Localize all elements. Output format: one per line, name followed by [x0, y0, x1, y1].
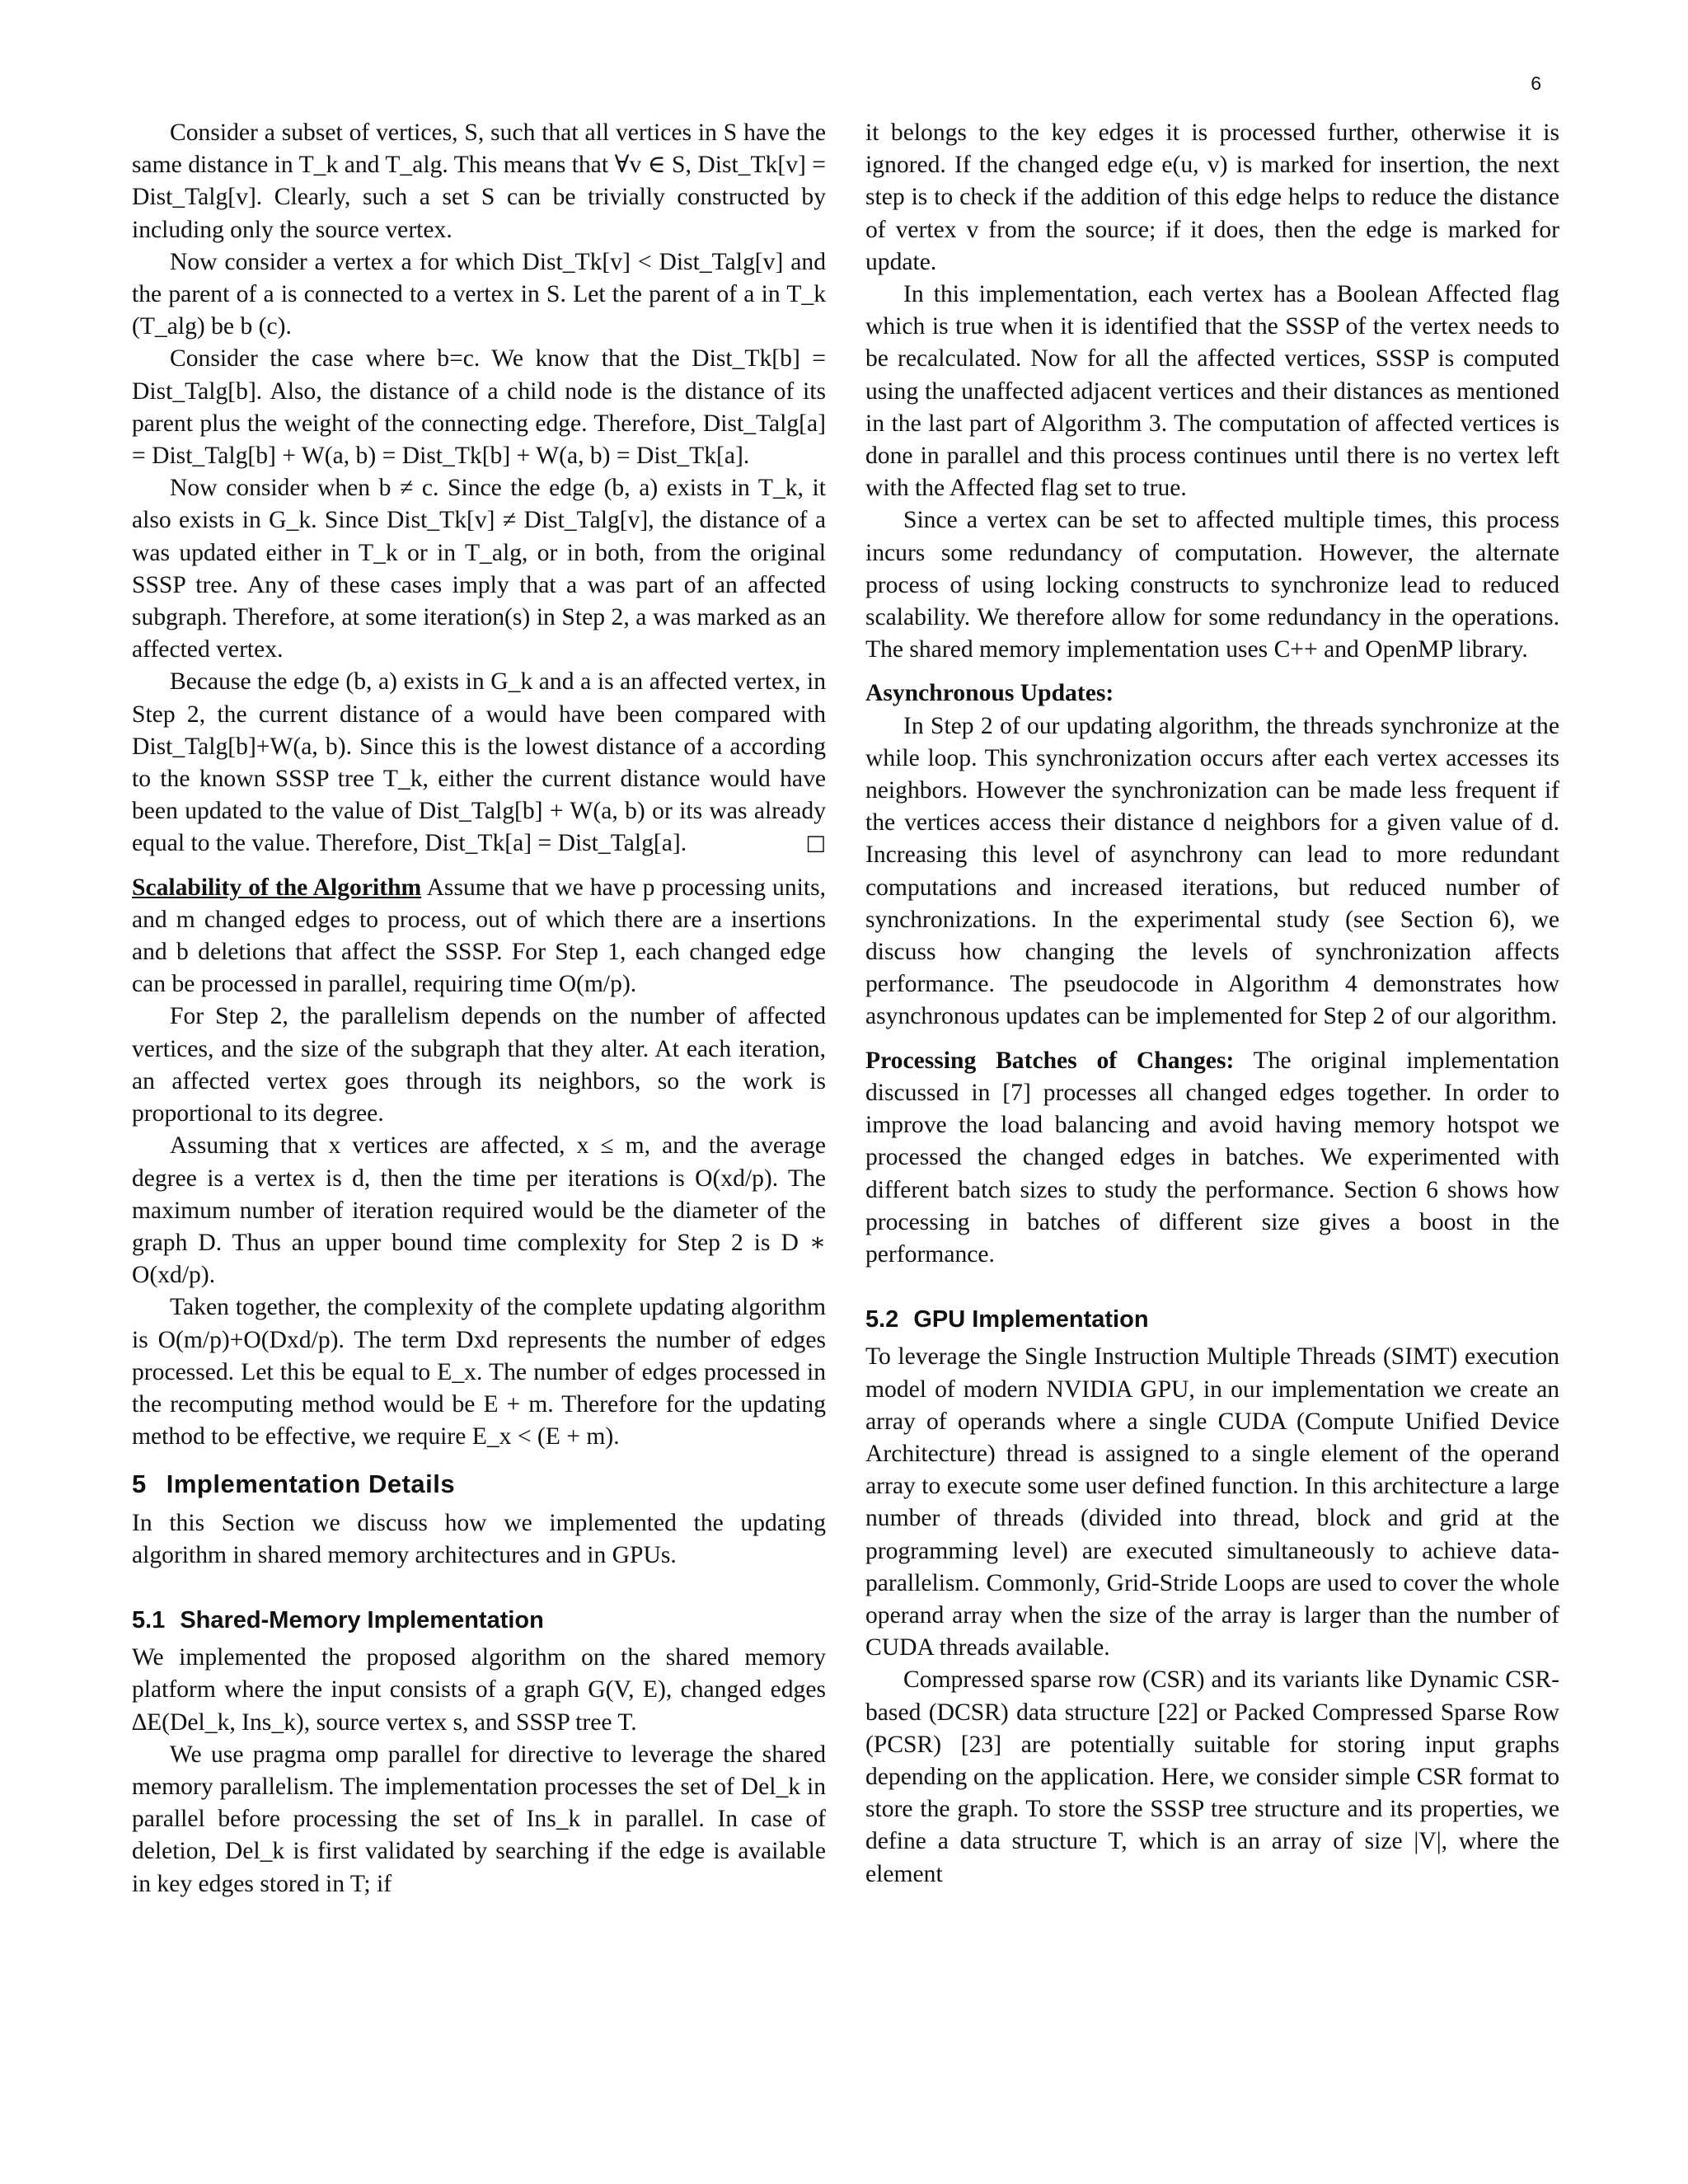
paragraph: [865, 1045, 1559, 1271]
proof-text: Because the edge (b, a) exists in G_k and a is an affected vertex, in Step 2, the current distance of a would have been compared with Dist_Talg[b]+W(a, b). Since this is the lowest distance of a according to the known SSSP tree T_k, either the current distance would have been updated to the value of Dist_Talg[b] + W(a, b) or its was already equal to the value. Therefore, Dist_Tk[a] = Dist_Talg[a].: [132, 668, 826, 857]
paragraph: To leverage the Single Instruction Multiple Threads (SIMT) execution model of modern NVIDIA GPU, in our implementation we create an array of operands where a single CUDA (Compute Unified Device Architecture) thread is assigned to a single element of the operand array to execute some user defined function. In this architecture a large number of threads (divided into thread, block and grid at the programming level) are executed simultaneously to achieve data-parallelism. Commonly, Grid-Stride Loops are used to cover the whole operand array when the size of the array is larger than the number of CUDA threads available.: [865, 1343, 1559, 1661]
section-heading-5-2: [865, 1304, 1559, 1336]
paragraph: Assuming that x vertices are affected, x ≤ m, and the average degree is a vertex is d, then the time per iterations is O(xd/p). The maximum number of iteration required would be the diameter of the graph D. Thus an upper bound time complexity for Step 2 is D ∗ O(xd/p).: [132, 1132, 826, 1289]
paragraph: Now consider when b ≠ c. Since the edge (b, a) exists in T_k, it also exists in G_k. Since Dist_Tk[v] ≠ Dist_Talg[v], the distance of a was updated either in T_k or in T_alg, or in both, from the original SSSP tree. Any of these cases imply that a was part of an affected subgraph. Therefore, at some iteration(s) in Step 2, a was marked as an affected vertex.: [132, 475, 826, 663]
left-column: [132, 117, 826, 1900]
paragraph: For Step 2, the parallelism depends on the number of affected vertices, and the size of the subgraph that they alter. At each iteration, an affected vertex goes through its neighbors, so the work is proportional to its degree.: [132, 1003, 826, 1127]
async-heading: Asynchronous Updates:: [865, 680, 1114, 707]
section-number: 5.1: [132, 1606, 166, 1633]
paragraph: Now consider a vertex a for which Dist_Tk[v] < Dist_Talg[v] and the parent of a is connected to a vertex in S. Let the parent of a in T_k (T_alg) be b (c).: [132, 248, 826, 340]
section-title: GPU Implementation: [913, 1306, 1149, 1333]
paragraph: Taken together, the complexity of the complete updating algorithm is O(m/p)+O(Dxd/p). The term Dxd represents the number of edges processed. Let this be equal to E_x. The number of edges processed in the recomputing method would be E + m. Therefore for the updating method to be effective, we require E_x < (E + m).: [132, 1294, 826, 1451]
paragraph: Consider a subset of vertices, S, such that all vertices in S have the same distance in T_k and T_alg. This means that ∀v ∈ S, Dist_Tk[v] = Dist_Talg[v]. Clearly, such a set S can be trivially constructed by including only the source vertex.: [132, 120, 826, 243]
paragraph: In this Section we discuss how we implemented the updating algorithm in shared memory architectures and in GPUs.: [132, 1509, 826, 1568]
paragraph: Since a vertex can be set to affected multiple times, this process incurs some redundancy of computation. However, the alternate process of using locking constructs to synchronize lead to reduced scalability. We therefore allow for some redundancy in the operations. The shared memory implementation uses C++ and OpenMP library.: [865, 507, 1559, 663]
paragraph: In Step 2 of our updating algorithm, the threads synchronize at the while loop. This synchronization occurs after each vertex accesses its neighbors. However the synchronization can be made less frequent if the vertices access their distance d neighbors for a given value of d. Increasing this level of asynchrony can lead to more redundant computations and increased iterations, but reduced number of synchronizations. In the experimental study (see Section 6), we discuss how changing the levels of synchronization affects performance. The pseudocode in Algorithm 4 demonstrates how asynchronous updates can be implemented for Step 2 of our algorithm.: [865, 712, 1559, 1030]
section-number: 5: [132, 1469, 147, 1499]
paragraph: Consider the case where b=c. We know that the Dist_Tk[b] = Dist_Talg[b]. Also, the distance of a child node is the distance of its parent plus the weight of the connecting edge. Therefore, Dist_Talg[a] = Dist_Talg[b] + W(a, b) = Dist_Tk[b] + W(a, b) = Dist_Tk[a].: [132, 345, 826, 470]
paragraph: We implemented the proposed algorithm on the shared memory platform where the input consists of a graph G(V, E), changed edges ∆E(Del_k, Ins_k), source vertex s, and SSSP tree T.: [132, 1644, 826, 1736]
right-column: [865, 117, 1559, 1891]
paragraph: In this implementation, each vertex has a Boolean Affected flag which is true when it is identified that the SSSP of the vertex needs to be recalculated. Now for all the affected vertices, SSSP is computed using the unaffected adjacent vertices and their distances as mentioned in the last part of Algorithm 3. The computation of affected vertices is done in parallel and this process continues until there is no vertex left with the Affected flag set to true.: [865, 281, 1559, 502]
scalability-heading: Scalability of the Algorithm: [132, 874, 422, 901]
scalability-text: Assume that we have p processing units, and m changed edges to process, out of which there are a insertions and b deletions that affect the SSSP. For Step 1, each changed edge can be processed in parallel, requiring time O(m/p).: [132, 874, 827, 998]
paragraph: it belongs to the key edges it is processed further, otherwise it is ignored. If the changed edge e(u, v) is marked for insertion, the next step is to check if the addition of this edge helps to reduce the distance of vertex v from the source; if it does, then the edge is marked for update.: [865, 120, 1559, 275]
batches-heading: Processing Batches of Changes:: [865, 1047, 1235, 1074]
section-title: Shared-Memory Implementation: [180, 1606, 544, 1633]
section-title: Implementation Details: [166, 1469, 456, 1499]
batches-text: The original implementation discussed in [7] processes all changed edges together. In order to improve the load balancing and avoid having memory hotspot we processed the changed edges in batches. We experimented with different batch sizes to study the performance. Section 6 shows how processing in batches of different size gives a boost in the performance.: [865, 1047, 1559, 1268]
paragraph: [132, 666, 826, 860]
qed-symbol: □: [805, 831, 826, 856]
section-heading-5-1: [132, 1605, 826, 1637]
paragraph: [132, 872, 826, 1001]
section-heading-5: [132, 1468, 826, 1500]
paragraph: [865, 677, 1559, 710]
paragraph: We use pragma omp parallel for directive to leverage the shared memory parallelism. The implementation processes the set of Del_k in parallel before processing the set of Ins_k in parallel. In case of deletion, Del_k is first validated by searching if the edge is available in key edges stored in T; if: [132, 1741, 826, 1897]
page-number: 6: [1531, 73, 1541, 94]
section-number: 5.2: [865, 1306, 899, 1333]
paragraph: Compressed sparse row (CSR) and its variants like Dynamic CSR-based (DCSR) data structure [22] or Packed Compressed Sparse Row (PCSR) [23] are potentially suitable for storing input graphs depending on the application. Here, we consider simple CSR format to store the graph. To store the SSSP tree structure and its properties, we define a data structure T, which is an array of size |V|, where the element: [865, 1666, 1559, 1887]
